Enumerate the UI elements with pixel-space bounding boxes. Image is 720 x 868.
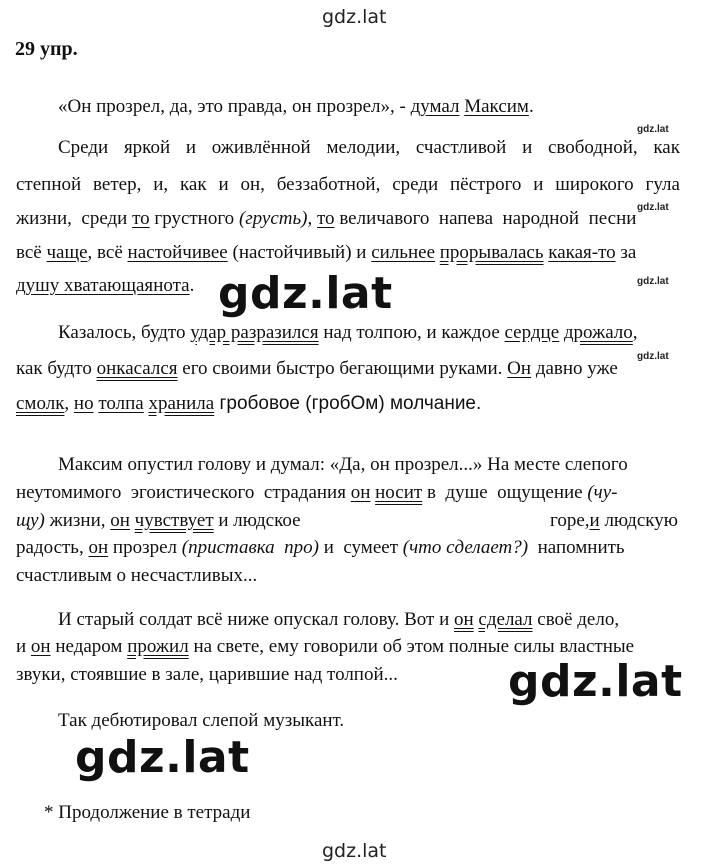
watermark-large: gdz.lat — [508, 656, 683, 707]
paragraph-1: «Он прозрел, да, это правда, он прозрел», - думал Максим. — [58, 96, 534, 117]
watermark-large: gdz.lat — [75, 732, 250, 783]
paragraph-2-line-4: всё чаще, всё настойчивее (настойчивый) и сильнее прорывалась какая-то за — [16, 242, 637, 263]
paragraph-4-line-3-end: горе,и людскую — [550, 510, 678, 531]
paragraph-5-line-1: И старый солдат всё ниже опускал голову. Вот и он сделал своё дело, — [58, 609, 620, 630]
paragraph-3-line-1: Казалось, будто удар разразился над толпою, и каждое сердце дрожало, — [58, 322, 638, 343]
paragraph-2-line-1: Среди яркой и оживлённой мелодии, счастливой и свободной, как — [58, 137, 680, 158]
paragraph-6: Так дебютировал слепой музыкант. — [58, 710, 345, 731]
footnote: * Продолжение в тетради — [44, 802, 251, 823]
watermark-small: gdz.lat — [637, 351, 669, 362]
paragraph-2-line-2: степной ветер, и, как и он, беззаботной, среди пёстрого и широкого гула — [16, 174, 680, 195]
exercise-title: 29 упр. — [15, 38, 78, 60]
watermark-top: gdz.lat — [322, 6, 387, 28]
watermark-bottom: gdz.lat — [322, 840, 387, 862]
paragraph-3-line-2: как будто онкасался его своими быстро бегающими руками. Он давно уже — [16, 358, 618, 379]
watermark-small: gdz.lat — [637, 124, 669, 135]
paragraph-4-line-1: Максим опустил голову и думал: «Да, он прозрел...» На месте слепого — [58, 454, 628, 475]
watermark-small: gdz.lat — [637, 276, 669, 287]
paragraph-4-line-2: неутомимого эгоистического страдания он носит в душе ощущение (чу- — [16, 482, 618, 503]
paragraph-2-line-5: душу хватающаянота. — [16, 275, 195, 296]
paragraph-2-line-3: жизни, среди то грустного (грусть), то величавого напева народной песни — [16, 208, 637, 229]
paragraph-4-line-3: щу) жизни, он чувствует и людское — [16, 510, 301, 531]
paragraph-5-line-2: и он недаром прожил на свете, ему говорили об этом полные силы властные — [16, 636, 635, 657]
watermark-small: gdz.lat — [637, 202, 669, 213]
paragraph-4-line-5: счастливым о несчастливых... — [16, 565, 258, 586]
paragraph-4-line-4: радость, он прозрел (приставка про) и сумеет (что сделает?) напомнить — [16, 537, 625, 558]
watermark-large: gdz.lat — [218, 268, 393, 319]
paragraph-5-line-3: звуки, стоявшие в зале, царившие над толпой... — [16, 664, 398, 685]
paragraph-3-line-3: смолк, но толпа хранила гробовое (гробОм) молчание. — [16, 393, 482, 414]
